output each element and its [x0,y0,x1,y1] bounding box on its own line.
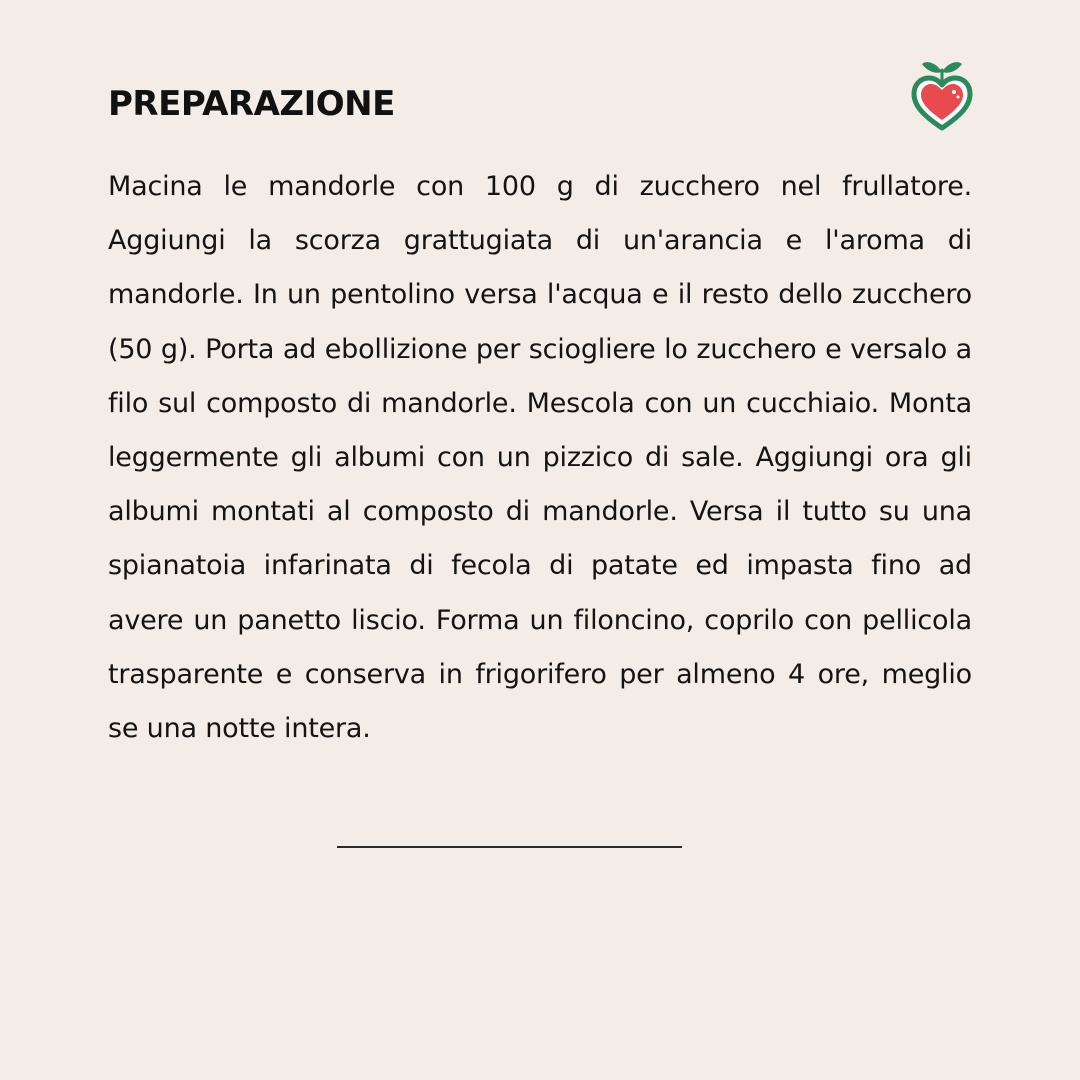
page-title: PREPARAZIONE [108,84,395,124]
divider [337,846,682,848]
preparation-text: Macina le mandorle con 100 g di zucchero nel frullatore. Aggiungi la scorza grattugiata di un'arancia e l'aroma di mandorle. In un pentolino versa l'acqua e il resto dello zucchero (50 g). Porta ad ebollizione per sciogliere lo zucchero e versalo a filo sul composto di mandorle. Mescola con un cucchiaio. Monta leggermente gli albumi con un pizzico di sale. Aggiungi ora gli albumi montati al composto di mandorle. Versa il tutto su una spianatoia infarinata di fecola di patate ed impasta fino ad avere un panetto liscio. Forma un filoncino, coprilo con pellicola trasparente e conserva in frigorifero per almeno 4 ore, meglio se una notte intera. [108,171,972,745]
heart-apple-logo-icon [908,58,978,132]
